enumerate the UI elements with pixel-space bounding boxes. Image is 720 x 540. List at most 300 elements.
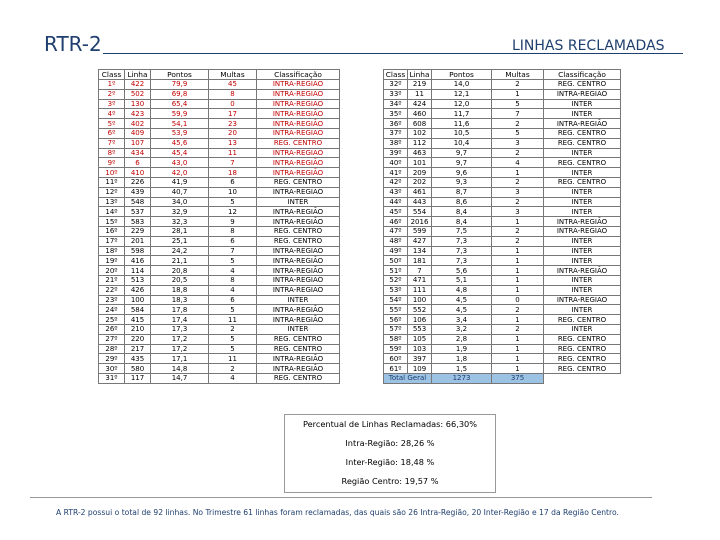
cell-classificacao: INTER [544, 275, 621, 285]
cell-linha: 463 [408, 148, 432, 158]
cell-pontos: 8,4 [432, 207, 492, 217]
cell-multas: 8 [209, 89, 257, 99]
cell-pontos: 17,3 [151, 324, 209, 334]
table-row [99, 324, 340, 334]
cell-multas: 4 [209, 285, 257, 295]
table-row [99, 256, 340, 266]
col-header-linha: Linha [409, 69, 430, 79]
cell-multas: 1 [492, 217, 544, 227]
cell-classificacao: REG. CENTRO [544, 128, 621, 138]
cell-pontos: 45,4 [151, 148, 209, 158]
cell-classificacao: INTER [544, 285, 621, 295]
cell-pontos: 11,6 [432, 119, 492, 129]
cell-class: 30º [99, 364, 125, 374]
cell-multas: 5 [209, 305, 257, 315]
table-row [99, 295, 340, 305]
cell-class: 28º [99, 344, 125, 354]
cell-multas: 1 [492, 315, 544, 325]
cell-linha: 105 [408, 334, 432, 344]
cell-multas: 8 [209, 226, 257, 236]
table-row [384, 246, 621, 256]
cell-linha: 134 [408, 246, 432, 256]
cell-multas: 5 [492, 99, 544, 109]
cell-class: 10º [99, 168, 125, 178]
cell-class: 6º [99, 128, 125, 138]
table-row [99, 226, 340, 236]
cell-classificacao: INTRA-REGIÃO [257, 315, 340, 325]
cell-pontos: 42,0 [151, 168, 209, 178]
cell-pontos: 11,7 [432, 109, 492, 119]
cell-pontos: 20,8 [151, 266, 209, 276]
table-row [99, 344, 340, 354]
cell-class: 32º [384, 80, 408, 90]
cell-pontos: 10,5 [432, 128, 492, 138]
cell-class: 55º [384, 305, 408, 315]
cell-multas: 11 [209, 315, 257, 325]
cell-pontos: 7,3 [432, 236, 492, 246]
cell-classificacao: INTRA-REGIÃO [257, 354, 340, 364]
cell-multas: 2 [492, 148, 544, 158]
cell-multas: 5 [492, 128, 544, 138]
cell-classificacao: REG. CENTRO [544, 334, 621, 344]
cell-pontos: 8,4 [432, 217, 492, 227]
cell-classificacao: INTRA-REGIÃO [257, 275, 340, 285]
cell-classificacao: INTRA-REGIÃO [257, 158, 340, 168]
cell-classificacao: INTRA-REGIÃO [257, 80, 340, 90]
table-row [99, 217, 340, 227]
cell-classificacao: INTER [544, 256, 621, 266]
table-row [99, 207, 340, 217]
cell-classificacao: INTRA-REGIÃO [257, 364, 340, 374]
total-label: Total Geral [384, 373, 432, 383]
cell-classificacao: INTRA-REGIÃO [257, 305, 340, 315]
table-row [384, 295, 621, 305]
cell-multas: 4 [492, 158, 544, 168]
cell-classificacao: INTRA-REGIÃO [544, 119, 621, 129]
cell-classificacao: INTRA-REGIÃO [257, 109, 340, 119]
table-row [384, 89, 621, 99]
cell-pontos: 14,8 [151, 364, 209, 374]
cell-linha: 100 [408, 295, 432, 305]
cell-linha: 461 [408, 187, 432, 197]
cell-classificacao: INTRA-REGIÃO [544, 266, 621, 276]
cell-multas: 20 [209, 128, 257, 138]
cell-linha: 402 [125, 119, 151, 129]
cell-multas: 1 [492, 266, 544, 276]
table-row [99, 305, 340, 315]
cell-class: 13º [99, 197, 125, 207]
cell-class: 49º [384, 246, 408, 256]
cell-linha: 117 [125, 373, 151, 383]
table-header-row [99, 70, 340, 80]
cell-multas: 1 [492, 256, 544, 266]
table-row [99, 285, 340, 295]
cell-classificacao: INTER [544, 187, 621, 197]
cell-linha: 229 [125, 226, 151, 236]
cell-linha: 584 [125, 305, 151, 315]
cell-classificacao: INTER [544, 168, 621, 178]
cell-class: 3º [99, 99, 125, 109]
cell-multas: 4 [209, 266, 257, 276]
cell-pontos: 14,7 [151, 373, 209, 383]
cell-multas: 11 [209, 148, 257, 158]
cell-classificacao: INTER [544, 197, 621, 207]
table-row [384, 266, 621, 276]
cell-linha: 217 [125, 344, 151, 354]
summary-centro: Região Centro: 19,57 % [341, 476, 439, 486]
cell-classificacao: INTER [257, 197, 340, 207]
cell-multas: 3 [492, 207, 544, 217]
cell-class: 61º [384, 364, 408, 374]
table-row [384, 99, 621, 109]
cell-classificacao: INTER [544, 246, 621, 256]
cell-class: 41º [384, 168, 408, 178]
table-row [99, 109, 340, 119]
cell-multas: 45 [209, 80, 257, 90]
cell-multas: 12 [209, 207, 257, 217]
table-row [384, 334, 621, 344]
table-row [99, 99, 340, 109]
cell-linha: 201 [125, 236, 151, 246]
cell-classificacao: INTRA-REGIÃO [544, 89, 621, 99]
cell-classificacao: REG. CENTRO [544, 158, 621, 168]
cell-linha: 130 [125, 99, 151, 109]
cell-class: 24º [99, 305, 125, 315]
table-row [384, 128, 621, 138]
cell-pontos: 8,7 [432, 187, 492, 197]
ranking-table-right [383, 69, 621, 384]
cell-pontos: 17,2 [151, 334, 209, 344]
cell-linha: 111 [408, 285, 432, 295]
cell-linha: 100 [125, 295, 151, 305]
cell-pontos: 18,3 [151, 295, 209, 305]
cell-classificacao: INTER [544, 207, 621, 217]
cell-class: 47º [384, 226, 408, 236]
cell-class: 43º [384, 187, 408, 197]
cell-multas: 1 [492, 89, 544, 99]
cell-classificacao: INTER [544, 236, 621, 246]
cell-class: 53º [384, 285, 408, 295]
table-row [99, 315, 340, 325]
cell-pontos: 12,1 [432, 89, 492, 99]
cell-classificacao: INTRA-REGIÃO [544, 217, 621, 227]
table-row [384, 148, 621, 158]
total-multas: 375 [492, 373, 544, 383]
cell-classificacao: INTER [544, 305, 621, 315]
cell-linha: 6 [125, 158, 151, 168]
cell-linha: 434 [125, 148, 151, 158]
cell-multas: 18 [209, 168, 257, 178]
cell-linha: 7 [408, 266, 432, 276]
cell-class: 37º [384, 128, 408, 138]
cell-class: 52º [384, 275, 408, 285]
table-row [384, 305, 621, 315]
cell-classificacao: INTRA-REGIÃO [257, 99, 340, 109]
cell-multas: 2 [492, 236, 544, 246]
cell-classificacao: REG. CENTRO [544, 315, 621, 325]
cell-class: 58º [384, 334, 408, 344]
table-row [384, 344, 621, 354]
cell-pontos: 5,1 [432, 275, 492, 285]
cell-linha: 427 [408, 236, 432, 246]
cell-pontos: 9,6 [432, 168, 492, 178]
cell-multas: 2 [492, 197, 544, 207]
cell-class: 25º [99, 315, 125, 325]
cell-class: 59º [384, 344, 408, 354]
cell-classificacao: INTER [544, 324, 621, 334]
cell-pontos: 4,5 [432, 295, 492, 305]
cell-multas: 2 [492, 324, 544, 334]
cell-linha: 202 [408, 177, 432, 187]
table-row [99, 177, 340, 187]
cell-linha: 409 [125, 128, 151, 138]
cell-pontos: 7,3 [432, 256, 492, 266]
table-row [99, 148, 340, 158]
cell-pontos: 5,6 [432, 266, 492, 276]
cell-classificacao: INTRA-REGIÃO [257, 168, 340, 178]
cell-linha: 102 [408, 128, 432, 138]
cell-linha: 422 [125, 80, 151, 90]
table-row [384, 109, 621, 119]
cell-linha: 513 [125, 275, 151, 285]
cell-multas: 1 [492, 334, 544, 344]
table-row [384, 197, 621, 207]
table-row [384, 275, 621, 285]
cell-classificacao: INTRA-REGIÃO [257, 119, 340, 129]
cell-linha: 416 [125, 256, 151, 266]
cell-multas: 1 [492, 285, 544, 295]
table-row [99, 128, 340, 138]
cell-linha: 112 [408, 138, 432, 148]
cell-linha: 426 [125, 285, 151, 295]
cell-linha: 106 [408, 315, 432, 325]
cell-classificacao: INTER [544, 148, 621, 158]
cell-linha: 410 [125, 168, 151, 178]
col-header-class: Class [384, 70, 408, 80]
cell-multas: 0 [209, 99, 257, 109]
cell-class: 15º [99, 217, 125, 227]
cell-class: 48º [384, 236, 408, 246]
cell-class: 5º [99, 119, 125, 129]
cell-multas: 1 [492, 354, 544, 364]
cell-class: 36º [384, 119, 408, 129]
cell-pontos: 17,4 [151, 315, 209, 325]
cell-linha: 219 [408, 80, 432, 90]
cell-linha: 583 [125, 217, 151, 227]
cell-pontos: 54,1 [151, 119, 209, 129]
table-row [384, 187, 621, 197]
cell-multas: 2 [492, 305, 544, 315]
cell-class: 22º [99, 285, 125, 295]
cell-classificacao: INTRA-REGIÃO [544, 295, 621, 305]
cell-classificacao: REG. CENTRO [544, 364, 621, 374]
col-header-classificacao: Classificação [544, 70, 621, 80]
cell-class: 21º [99, 275, 125, 285]
cell-pontos: 40,7 [151, 187, 209, 197]
cell-multas: 7 [209, 158, 257, 168]
cell-multas: 4 [209, 373, 257, 383]
cell-linha: 114 [125, 266, 151, 276]
cell-pontos: 14,0 [432, 80, 492, 90]
cell-pontos: 4,5 [432, 305, 492, 315]
table-row [384, 168, 621, 178]
cell-pontos: 59,9 [151, 109, 209, 119]
total-row [384, 373, 621, 383]
summary-inter: Inter-Região: 18,48 % [345, 457, 435, 467]
cell-classificacao: INTRA-REGIÃO [257, 285, 340, 295]
cell-pontos: 12,0 [432, 99, 492, 109]
cell-classificacao: REG. CENTRO [257, 236, 340, 246]
cell-class: 33º [384, 89, 408, 99]
table-row [384, 138, 621, 148]
cell-pontos: 32,9 [151, 207, 209, 217]
cell-class: 29º [99, 354, 125, 364]
cell-classificacao: REG. CENTRO [257, 334, 340, 344]
col-header-linha: Linha [125, 70, 151, 80]
table-row [99, 80, 340, 90]
cell-linha: 220 [125, 334, 151, 344]
cell-multas: 23 [209, 119, 257, 129]
cell-multas: 17 [209, 109, 257, 119]
cell-classificacao: REG. CENTRO [257, 138, 340, 148]
cell-linha: 460 [408, 109, 432, 119]
table-row [99, 373, 340, 383]
cell-linha: 598 [125, 246, 151, 256]
table-row [384, 207, 621, 217]
cell-pontos: 43,0 [151, 158, 209, 168]
ranking-table-left [98, 69, 340, 384]
table-row [384, 364, 621, 374]
table-row [99, 89, 340, 99]
cell-pontos: 3,4 [432, 315, 492, 325]
cell-class: 9º [99, 158, 125, 168]
cell-pontos: 69,8 [151, 89, 209, 99]
cell-classificacao: INTRA-REGIÃO [257, 89, 340, 99]
cell-linha: 181 [408, 256, 432, 266]
cell-classificacao: REG. CENTRO [257, 373, 340, 383]
cell-class: 7º [99, 138, 125, 148]
table-row [99, 236, 340, 246]
cell-multas: 2 [492, 226, 544, 236]
cell-classificacao: REG. CENTRO [544, 80, 621, 90]
col-header-classificacao: Classificação [257, 70, 340, 80]
col-header-multas: Multas [492, 70, 544, 80]
cell-linha: 423 [125, 109, 151, 119]
col-header-multas: Multas [209, 70, 257, 80]
cell-classificacao: INTER [544, 109, 621, 119]
cell-class: 46º [384, 217, 408, 227]
cell-class: 11º [99, 177, 125, 187]
cell-multas: 13 [209, 138, 257, 148]
cell-linha: 107 [125, 138, 151, 148]
cell-multas: 7 [492, 109, 544, 119]
cell-multas: 1 [492, 275, 544, 285]
table-row [99, 334, 340, 344]
cell-class: 44º [384, 197, 408, 207]
cell-class: 4º [99, 109, 125, 119]
table-row [384, 80, 621, 90]
cell-linha: 554 [408, 207, 432, 217]
cell-linha: 209 [408, 168, 432, 178]
cell-multas: 6 [209, 177, 257, 187]
cell-pontos: 9,3 [432, 177, 492, 187]
total-pontos: 1273 [432, 373, 492, 383]
cell-linha: 101 [408, 158, 432, 168]
cell-multas: 9 [209, 217, 257, 227]
cell-class: 16º [99, 226, 125, 236]
cell-pontos: 45,6 [151, 138, 209, 148]
cell-pontos: 4,8 [432, 285, 492, 295]
cell-class: 17º [99, 236, 125, 246]
cell-multas: 10 [209, 187, 257, 197]
cell-pontos: 65,4 [151, 99, 209, 109]
cell-pontos: 2,8 [432, 334, 492, 344]
cell-multas: 1 [492, 364, 544, 374]
cell-classificacao: INTER [257, 295, 340, 305]
cell-class: 31º [99, 373, 125, 383]
col-header-pontos: Pontos [151, 70, 209, 80]
cell-class: 18º [99, 246, 125, 256]
cell-multas: 7 [209, 246, 257, 256]
table-row [384, 256, 621, 266]
cell-classificacao: REG. CENTRO [544, 354, 621, 364]
cell-class: 38º [384, 138, 408, 148]
cell-classificacao: INTER [257, 324, 340, 334]
cell-multas: 0 [492, 295, 544, 305]
cell-pontos: 3,2 [432, 324, 492, 334]
cell-class: 2º [99, 89, 125, 99]
cell-classificacao: REG. CENTRO [257, 177, 340, 187]
cell-class: 8º [99, 148, 125, 158]
cell-pontos: 8,6 [432, 197, 492, 207]
cell-class: 23º [99, 295, 125, 305]
cell-linha: 599 [408, 226, 432, 236]
cell-pontos: 34,0 [151, 197, 209, 207]
cell-linha: 548 [125, 197, 151, 207]
cell-class: 56º [384, 315, 408, 325]
cell-classificacao: INTRA-REGIÃO [257, 207, 340, 217]
cell-multas: 6 [209, 236, 257, 246]
cell-linha: 608 [408, 119, 432, 129]
table-row [384, 315, 621, 325]
cell-multas: 2 [492, 80, 544, 90]
cell-class: 19º [99, 256, 125, 266]
cell-pontos: 17,8 [151, 305, 209, 315]
cell-linha: 443 [408, 197, 432, 207]
cell-multas: 2 [209, 324, 257, 334]
table-row [99, 197, 340, 207]
cell-pontos: 21,1 [151, 256, 209, 266]
cell-linha: 2016 [408, 217, 432, 227]
cell-linha: 435 [125, 354, 151, 364]
cell-linha: 553 [408, 324, 432, 334]
table-row [384, 177, 621, 187]
cell-classificacao: REG. CENTRO [544, 138, 621, 148]
cell-class: 12º [99, 187, 125, 197]
cell-classificacao: INTER [544, 99, 621, 109]
cell-multas: 5 [209, 197, 257, 207]
cell-pontos: 1,5 [432, 364, 492, 374]
table-row [99, 354, 340, 364]
cell-linha: 580 [125, 364, 151, 374]
cell-multas: 2 [492, 119, 544, 129]
table-row [99, 364, 340, 374]
cell-pontos: 9,7 [432, 158, 492, 168]
table-row [99, 275, 340, 285]
page-subtitle: LINHAS RECLAMADAS [512, 38, 665, 54]
cell-class: 54º [384, 295, 408, 305]
table-row [99, 168, 340, 178]
